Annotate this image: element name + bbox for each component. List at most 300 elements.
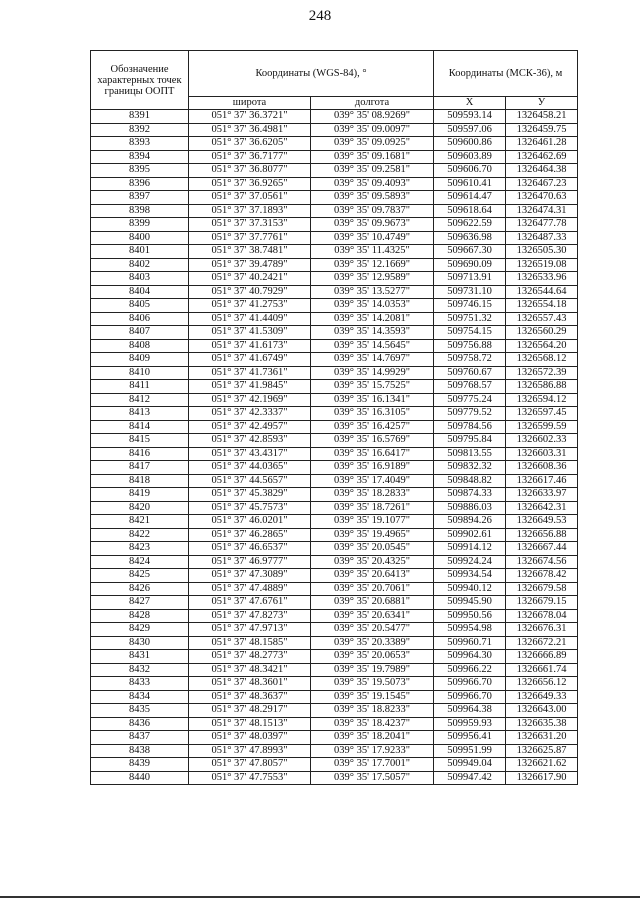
latitude-cell: 051° 37' 44.0365" [189, 461, 311, 475]
table-row [91, 285, 578, 299]
table-row [91, 366, 578, 380]
longitude-cell: 039° 35' 09.1681" [311, 150, 434, 164]
latitude-cell: 051° 37' 37.7761" [189, 231, 311, 245]
header-y: У [506, 97, 578, 110]
table-row [91, 393, 578, 407]
y-coordinate-cell: 1326519.08 [506, 258, 578, 272]
x-coordinate-cell: 509784.56 [434, 420, 506, 434]
x-coordinate-cell: 509947.42 [434, 771, 506, 785]
longitude-cell: 039° 35' 14.7697" [311, 353, 434, 367]
page-number: 248 [308, 8, 332, 24]
longitude-cell: 039° 35' 14.9929" [311, 366, 434, 380]
longitude-cell: 039° 35' 20.0545" [311, 542, 434, 556]
point-id-cell: 8419 [91, 488, 189, 502]
longitude-cell: 039° 35' 09.4093" [311, 177, 434, 191]
page-bottom-rule [0, 896, 640, 898]
x-coordinate-cell: 509902.61 [434, 528, 506, 542]
latitude-cell: 051° 37' 41.6749" [189, 353, 311, 367]
x-coordinate-cell: 509603.89 [434, 150, 506, 164]
header-x: X [434, 97, 506, 110]
table-row [91, 150, 578, 164]
table-row [91, 123, 578, 137]
y-coordinate-cell: 1326649.53 [506, 515, 578, 529]
longitude-cell: 039° 35' 15.7525" [311, 380, 434, 394]
point-id-cell: 8412 [91, 393, 189, 407]
longitude-cell: 039° 35' 20.6413" [311, 569, 434, 583]
latitude-cell: 051° 37' 39.4789" [189, 258, 311, 272]
longitude-cell: 039° 35' 19.1545" [311, 690, 434, 704]
x-coordinate-cell: 509606.70 [434, 164, 506, 178]
y-coordinate-cell: 1326661.74 [506, 663, 578, 677]
point-id-cell: 8400 [91, 231, 189, 245]
y-coordinate-cell: 1326594.12 [506, 393, 578, 407]
latitude-cell: 051° 37' 46.2865" [189, 528, 311, 542]
latitude-cell: 051° 37' 36.8077" [189, 164, 311, 178]
x-coordinate-cell: 509924.24 [434, 555, 506, 569]
latitude-cell: 051° 37' 44.5657" [189, 474, 311, 488]
latitude-cell: 051° 37' 47.8993" [189, 744, 311, 758]
longitude-cell: 039° 35' 16.9189" [311, 461, 434, 475]
x-coordinate-cell: 509886.03 [434, 501, 506, 515]
latitude-cell: 051° 37' 48.0397" [189, 731, 311, 745]
y-coordinate-cell: 1326621.62 [506, 758, 578, 772]
x-coordinate-cell: 509960.71 [434, 636, 506, 650]
y-coordinate-cell: 1326597.45 [506, 407, 578, 421]
longitude-cell: 039° 35' 20.5477" [311, 623, 434, 637]
latitude-cell: 051° 37' 47.8273" [189, 609, 311, 623]
latitude-cell: 051° 37' 48.1585" [189, 636, 311, 650]
point-id-cell: 8406 [91, 312, 189, 326]
point-id-cell: 8415 [91, 434, 189, 448]
table-row [91, 569, 578, 583]
longitude-cell: 039° 35' 19.5073" [311, 677, 434, 691]
longitude-cell: 039° 35' 17.9233" [311, 744, 434, 758]
point-id-cell: 8438 [91, 744, 189, 758]
y-coordinate-cell: 1326533.96 [506, 272, 578, 286]
latitude-cell: 051° 37' 42.8593" [189, 434, 311, 448]
x-coordinate-cell: 509949.04 [434, 758, 506, 772]
table-row [91, 177, 578, 191]
longitude-cell: 039° 35' 20.6881" [311, 596, 434, 610]
longitude-cell: 039° 35' 19.4965" [311, 528, 434, 542]
latitude-cell: 051° 37' 48.3601" [189, 677, 311, 691]
longitude-cell: 039° 35' 18.7261" [311, 501, 434, 515]
longitude-cell: 039° 35' 12.1669" [311, 258, 434, 272]
latitude-cell: 051° 37' 47.8057" [189, 758, 311, 772]
table-row [91, 434, 578, 448]
point-id-cell: 8405 [91, 299, 189, 313]
point-id-cell: 8399 [91, 218, 189, 232]
point-id-cell: 8434 [91, 690, 189, 704]
latitude-cell: 051° 37' 46.0201" [189, 515, 311, 529]
latitude-cell: 051° 37' 47.6761" [189, 596, 311, 610]
x-coordinate-cell: 509756.88 [434, 339, 506, 353]
y-coordinate-cell: 1326656.12 [506, 677, 578, 691]
longitude-cell: 039° 35' 17.7001" [311, 758, 434, 772]
y-coordinate-cell: 1326676.31 [506, 623, 578, 637]
table-row [91, 555, 578, 569]
latitude-cell: 051° 37' 36.9265" [189, 177, 311, 191]
point-id-cell: 8420 [91, 501, 189, 515]
latitude-cell: 051° 37' 37.0561" [189, 191, 311, 205]
y-coordinate-cell: 1326568.12 [506, 353, 578, 367]
longitude-cell: 039° 35' 08.9269" [311, 110, 434, 124]
latitude-cell: 051° 37' 45.7573" [189, 501, 311, 515]
longitude-cell: 039° 35' 17.4049" [311, 474, 434, 488]
latitude-cell: 051° 37' 48.2773" [189, 650, 311, 664]
point-id-cell: 8395 [91, 164, 189, 178]
longitude-cell: 039° 35' 09.5893" [311, 191, 434, 205]
point-id-cell: 8439 [91, 758, 189, 772]
longitude-cell: 039° 35' 20.3389" [311, 636, 434, 650]
latitude-cell: 051° 37' 48.1513" [189, 717, 311, 731]
table-row [91, 245, 578, 259]
x-coordinate-cell: 509667.30 [434, 245, 506, 259]
latitude-cell: 051° 37' 47.9713" [189, 623, 311, 637]
y-coordinate-cell: 1326678.04 [506, 609, 578, 623]
latitude-cell: 051° 37' 43.4317" [189, 447, 311, 461]
point-id-cell: 8437 [91, 731, 189, 745]
point-id-cell: 8426 [91, 582, 189, 596]
point-id-cell: 8407 [91, 326, 189, 340]
x-coordinate-cell: 509795.84 [434, 434, 506, 448]
point-id-cell: 8430 [91, 636, 189, 650]
latitude-cell: 051° 37' 37.3153" [189, 218, 311, 232]
x-coordinate-cell: 509951.99 [434, 744, 506, 758]
x-coordinate-cell: 509746.15 [434, 299, 506, 313]
point-id-cell: 8428 [91, 609, 189, 623]
longitude-cell: 039° 35' 19.7989" [311, 663, 434, 677]
point-id-cell: 8408 [91, 339, 189, 353]
x-coordinate-cell: 509760.67 [434, 366, 506, 380]
table-row [91, 771, 578, 785]
point-id-cell: 8422 [91, 528, 189, 542]
table-row [91, 299, 578, 313]
y-coordinate-cell: 1326459.75 [506, 123, 578, 137]
x-coordinate-cell: 509954.98 [434, 623, 506, 637]
point-id-cell: 8410 [91, 366, 189, 380]
table-row [91, 137, 578, 151]
x-coordinate-cell: 509813.55 [434, 447, 506, 461]
x-coordinate-cell: 509593.14 [434, 110, 506, 124]
longitude-cell: 039° 35' 13.5277" [311, 285, 434, 299]
longitude-cell: 039° 35' 14.2081" [311, 312, 434, 326]
x-coordinate-cell: 509768.57 [434, 380, 506, 394]
longitude-cell: 039° 35' 09.9673" [311, 218, 434, 232]
latitude-cell: 051° 37' 36.7177" [189, 150, 311, 164]
longitude-cell: 039° 35' 09.0925" [311, 137, 434, 151]
x-coordinate-cell: 509731.10 [434, 285, 506, 299]
longitude-cell: 039° 35' 14.5645" [311, 339, 434, 353]
table-row [91, 650, 578, 664]
header-longitude: долгота [311, 97, 434, 110]
table-row [91, 258, 578, 272]
x-coordinate-cell: 509940.12 [434, 582, 506, 596]
point-id-cell: 8398 [91, 204, 189, 218]
point-id-cell: 8431 [91, 650, 189, 664]
point-id-cell: 8427 [91, 596, 189, 610]
longitude-cell: 039° 35' 18.4237" [311, 717, 434, 731]
point-id-cell: 8440 [91, 771, 189, 785]
latitude-cell: 051° 37' 48.2917" [189, 704, 311, 718]
y-coordinate-cell: 1326631.20 [506, 731, 578, 745]
x-coordinate-cell: 509610.41 [434, 177, 506, 191]
point-id-cell: 8424 [91, 555, 189, 569]
header-latitude: широта [189, 97, 311, 110]
latitude-cell: 051° 37' 37.1893" [189, 204, 311, 218]
header-msk36-label: Координаты (МСК-36), м [434, 51, 578, 97]
x-coordinate-cell: 509914.12 [434, 542, 506, 556]
y-coordinate-cell: 1326642.31 [506, 501, 578, 515]
x-coordinate-cell: 509934.54 [434, 569, 506, 583]
point-id-cell: 8418 [91, 474, 189, 488]
x-coordinate-cell: 509713.91 [434, 272, 506, 286]
latitude-cell: 051° 37' 36.3721" [189, 110, 311, 124]
x-coordinate-cell: 509956.41 [434, 731, 506, 745]
table-row [91, 596, 578, 610]
x-coordinate-cell: 509945.90 [434, 596, 506, 610]
y-coordinate-cell: 1326458.21 [506, 110, 578, 124]
longitude-cell: 039° 35' 09.2581" [311, 164, 434, 178]
y-coordinate-cell: 1326674.56 [506, 555, 578, 569]
y-coordinate-cell: 1326462.69 [506, 150, 578, 164]
point-id-cell: 8425 [91, 569, 189, 583]
table-row [91, 542, 578, 556]
point-id-cell: 8403 [91, 272, 189, 286]
table-row [91, 758, 578, 772]
x-coordinate-cell: 509758.72 [434, 353, 506, 367]
x-coordinate-cell: 509636.98 [434, 231, 506, 245]
y-coordinate-cell: 1326467.23 [506, 177, 578, 191]
y-coordinate-cell: 1326586.88 [506, 380, 578, 394]
table-row [91, 528, 578, 542]
y-coordinate-cell: 1326608.36 [506, 461, 578, 475]
x-coordinate-cell: 509964.30 [434, 650, 506, 664]
x-coordinate-cell: 509600.86 [434, 137, 506, 151]
latitude-cell: 051° 37' 47.4889" [189, 582, 311, 596]
y-coordinate-cell: 1326557.43 [506, 312, 578, 326]
y-coordinate-cell: 1326572.39 [506, 366, 578, 380]
longitude-cell: 039° 35' 16.6417" [311, 447, 434, 461]
point-id-cell: 8392 [91, 123, 189, 137]
latitude-cell: 051° 37' 47.3089" [189, 569, 311, 583]
point-id-cell: 8394 [91, 150, 189, 164]
point-id-cell: 8414 [91, 420, 189, 434]
point-id-cell: 8411 [91, 380, 189, 394]
y-coordinate-cell: 1326487.33 [506, 231, 578, 245]
table-row [91, 636, 578, 650]
longitude-cell: 039° 35' 09.0097" [311, 123, 434, 137]
x-coordinate-cell: 509614.47 [434, 191, 506, 205]
x-coordinate-cell: 509754.15 [434, 326, 506, 340]
point-id-cell: 8417 [91, 461, 189, 475]
x-coordinate-cell: 509622.59 [434, 218, 506, 232]
table-row [91, 420, 578, 434]
latitude-cell: 051° 37' 42.3337" [189, 407, 311, 421]
table-row [91, 231, 578, 245]
x-coordinate-cell: 509690.09 [434, 258, 506, 272]
point-id-cell: 8433 [91, 677, 189, 691]
longitude-cell: 039° 35' 16.3105" [311, 407, 434, 421]
table-row [91, 717, 578, 731]
longitude-cell: 039° 35' 17.5057" [311, 771, 434, 785]
table-row [91, 204, 578, 218]
longitude-cell: 039° 35' 20.0653" [311, 650, 434, 664]
y-coordinate-cell: 1326635.38 [506, 717, 578, 731]
header-wgs84-label: Координаты (WGS-84), ° [189, 51, 434, 97]
table-row [91, 474, 578, 488]
y-coordinate-cell: 1326649.33 [506, 690, 578, 704]
point-id-cell: 8402 [91, 258, 189, 272]
table-row [91, 339, 578, 353]
y-coordinate-cell: 1326477.78 [506, 218, 578, 232]
table-row [91, 461, 578, 475]
y-coordinate-cell: 1326666.89 [506, 650, 578, 664]
table-row [91, 353, 578, 367]
y-coordinate-cell: 1326679.58 [506, 582, 578, 596]
table-row [91, 582, 578, 596]
x-coordinate-cell: 509966.70 [434, 677, 506, 691]
latitude-cell: 051° 37' 41.9845" [189, 380, 311, 394]
x-coordinate-cell: 509832.32 [434, 461, 506, 475]
point-id-cell: 8397 [91, 191, 189, 205]
y-coordinate-cell: 1326643.00 [506, 704, 578, 718]
longitude-cell: 039° 35' 16.5769" [311, 434, 434, 448]
latitude-cell: 051° 37' 47.7553" [189, 771, 311, 785]
point-id-cell: 8436 [91, 717, 189, 731]
x-coordinate-cell: 509966.22 [434, 663, 506, 677]
longitude-cell: 039° 35' 12.9589" [311, 272, 434, 286]
longitude-cell: 039° 35' 20.4325" [311, 555, 434, 569]
x-coordinate-cell: 509959.93 [434, 717, 506, 731]
table-row [91, 407, 578, 421]
y-coordinate-cell: 1326461.28 [506, 137, 578, 151]
longitude-cell: 039° 35' 20.6341" [311, 609, 434, 623]
latitude-cell: 051° 37' 36.6205" [189, 137, 311, 151]
y-coordinate-cell: 1326603.31 [506, 447, 578, 461]
table-row [91, 326, 578, 340]
longitude-cell: 039° 35' 20.7061" [311, 582, 434, 596]
table-row [91, 191, 578, 205]
table-row [91, 164, 578, 178]
point-id-cell: 8435 [91, 704, 189, 718]
table-row [91, 704, 578, 718]
point-id-cell: 8409 [91, 353, 189, 367]
latitude-cell: 051° 37' 40.7929" [189, 285, 311, 299]
header-point-label: Обозначение характерных точек границы ООПТ [91, 51, 189, 110]
latitude-cell: 051° 37' 41.7361" [189, 366, 311, 380]
x-coordinate-cell: 509779.52 [434, 407, 506, 421]
longitude-cell: 039° 35' 16.4257" [311, 420, 434, 434]
table-row [91, 744, 578, 758]
x-coordinate-cell: 509966.70 [434, 690, 506, 704]
y-coordinate-cell: 1326678.42 [506, 569, 578, 583]
coordinates-table [90, 50, 578, 785]
longitude-cell: 039° 35' 16.1341" [311, 393, 434, 407]
y-coordinate-cell: 1326617.46 [506, 474, 578, 488]
x-coordinate-cell: 509848.82 [434, 474, 506, 488]
latitude-cell: 051° 37' 36.4981" [189, 123, 311, 137]
table-row [91, 609, 578, 623]
y-coordinate-cell: 1326474.31 [506, 204, 578, 218]
y-coordinate-cell: 1326599.59 [506, 420, 578, 434]
table-row [91, 623, 578, 637]
point-id-cell: 8404 [91, 285, 189, 299]
latitude-cell: 051° 37' 46.6537" [189, 542, 311, 556]
latitude-cell: 051° 37' 41.6173" [189, 339, 311, 353]
longitude-cell: 039° 35' 09.7837" [311, 204, 434, 218]
latitude-cell: 051° 37' 41.5309" [189, 326, 311, 340]
table-row [91, 272, 578, 286]
x-coordinate-cell: 509964.38 [434, 704, 506, 718]
x-coordinate-cell: 509597.06 [434, 123, 506, 137]
table-row [91, 515, 578, 529]
table-row [91, 690, 578, 704]
longitude-cell: 039° 35' 18.2041" [311, 731, 434, 745]
longitude-cell: 039° 35' 14.3593" [311, 326, 434, 340]
y-coordinate-cell: 1326560.29 [506, 326, 578, 340]
coordinates-body [91, 110, 578, 785]
table-row [91, 447, 578, 461]
latitude-cell: 051° 37' 40.2421" [189, 272, 311, 286]
table-row [91, 501, 578, 515]
latitude-cell: 051° 37' 48.3421" [189, 663, 311, 677]
y-coordinate-cell: 1326470.63 [506, 191, 578, 205]
y-coordinate-cell: 1326617.90 [506, 771, 578, 785]
y-coordinate-cell: 1326602.33 [506, 434, 578, 448]
longitude-cell: 039° 35' 18.8233" [311, 704, 434, 718]
x-coordinate-cell: 509874.33 [434, 488, 506, 502]
y-coordinate-cell: 1326505.30 [506, 245, 578, 259]
y-coordinate-cell: 1326633.97 [506, 488, 578, 502]
table-row [91, 218, 578, 232]
point-id-cell: 8391 [91, 110, 189, 124]
latitude-cell: 051° 37' 46.9777" [189, 555, 311, 569]
point-id-cell: 8429 [91, 623, 189, 637]
longitude-cell: 039° 35' 19.1077" [311, 515, 434, 529]
longitude-cell: 039° 35' 10.4749" [311, 231, 434, 245]
x-coordinate-cell: 509775.24 [434, 393, 506, 407]
y-coordinate-cell: 1326656.88 [506, 528, 578, 542]
point-id-cell: 8393 [91, 137, 189, 151]
y-coordinate-cell: 1326564.20 [506, 339, 578, 353]
point-id-cell: 8421 [91, 515, 189, 529]
table-row [91, 110, 578, 124]
latitude-cell: 051° 37' 41.4409" [189, 312, 311, 326]
point-id-cell: 8416 [91, 447, 189, 461]
table-row [91, 731, 578, 745]
y-coordinate-cell: 1326672.21 [506, 636, 578, 650]
table-row [91, 663, 578, 677]
point-id-cell: 8401 [91, 245, 189, 259]
y-coordinate-cell: 1326625.87 [506, 744, 578, 758]
longitude-cell: 039° 35' 11.4325" [311, 245, 434, 259]
y-coordinate-cell: 1326679.15 [506, 596, 578, 610]
latitude-cell: 051° 37' 42.1969" [189, 393, 311, 407]
latitude-cell: 051° 37' 38.7481" [189, 245, 311, 259]
y-coordinate-cell: 1326667.44 [506, 542, 578, 556]
y-coordinate-cell: 1326544.64 [506, 285, 578, 299]
x-coordinate-cell: 509950.56 [434, 609, 506, 623]
x-coordinate-cell: 509751.32 [434, 312, 506, 326]
latitude-cell: 051° 37' 42.4957" [189, 420, 311, 434]
table-row [91, 312, 578, 326]
point-id-cell: 8396 [91, 177, 189, 191]
table-row [91, 488, 578, 502]
y-coordinate-cell: 1326464.38 [506, 164, 578, 178]
x-coordinate-cell: 509618.64 [434, 204, 506, 218]
longitude-cell: 039° 35' 18.2833" [311, 488, 434, 502]
